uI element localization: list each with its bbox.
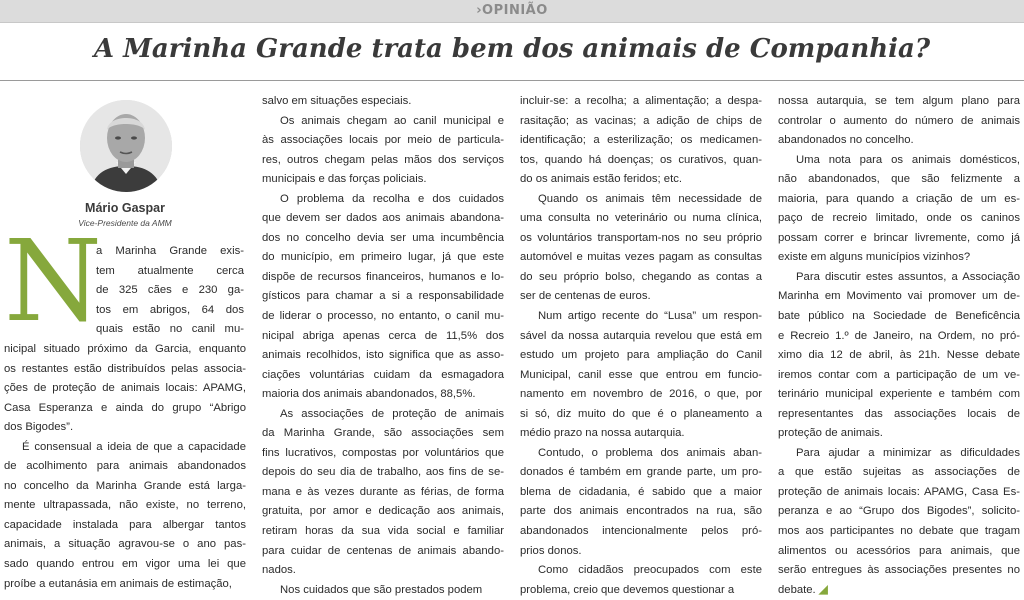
author-name: Mário Gaspar bbox=[85, 201, 165, 215]
text-line: Os animais chegam ao canil municipal e bbox=[280, 114, 504, 127]
text-line: para cuidar de centenas de animais abando- bbox=[262, 544, 504, 557]
text-line: Casa Esperanza e ainda do grupo “Abrigo bbox=[4, 401, 246, 414]
text-line: dos Bigodes”. bbox=[4, 421, 74, 434]
text-line: nossa autarquia, se tem algum plano para bbox=[778, 95, 1020, 107]
text-line: da Marinha Grande, são associações sem bbox=[262, 427, 504, 440]
text-line: serão entregues às associações presentes no bbox=[778, 564, 1020, 577]
text-line: médio prazo na nossa autarquia. bbox=[520, 427, 685, 440]
text-line: paço de recreio limitado, onde os caninos bbox=[778, 212, 1020, 225]
text-line: retiram horas da sua vida social e familiar bbox=[262, 525, 504, 538]
text-line: fins lucrativos, compostas por voluntários que bbox=[262, 446, 504, 459]
text-line: O problema da recolha e dos cuidados bbox=[280, 192, 504, 205]
text-line: às associações locais por meio de particula- bbox=[262, 134, 504, 147]
author-portrait-image bbox=[80, 100, 172, 192]
text-line: mana e às vezes durante as férias, de forma bbox=[262, 485, 504, 498]
text-line: mente ultrapassada, não existe, no terreno, bbox=[4, 499, 246, 512]
text-line: tem atualmente cerca bbox=[96, 264, 244, 277]
text-line: uma consulta no veterinário ou numa clínica, bbox=[520, 212, 762, 225]
text-line: proíbe a eutanásia em animais de estimação, bbox=[4, 577, 232, 590]
article-column-4 bbox=[778, 92, 1020, 600]
text-line: blema de cidadania, é sabido que a maior bbox=[520, 485, 762, 498]
text-line: dispõe de recursos financeiros, humanos e lo- bbox=[262, 270, 504, 283]
text-line: do os animais estão feridos; etc. bbox=[520, 173, 683, 186]
article-column-1 bbox=[4, 340, 246, 594]
text-line: Para ajudar a minimizar as dificuldades bbox=[796, 446, 1020, 459]
text-line: tos em abrigos, 64 dos bbox=[96, 303, 244, 316]
text-line: abandonados intencionalmente pelos pró- bbox=[520, 525, 762, 538]
text-line: parte dos animais encontrados na rua, são bbox=[520, 505, 762, 518]
text-line: Nos cuidados que são prestados podem bbox=[280, 583, 483, 596]
text-line: As associações de proteção de animais bbox=[280, 407, 504, 420]
text-line: alimentos ou acessórios para animais, que bbox=[778, 544, 1020, 557]
text-line: Quando os animais têm necessidade de bbox=[538, 192, 762, 205]
text-line: Uma nota para os animais domésticos, bbox=[796, 153, 1020, 166]
text-line: gísticos para chamar a si a responsabilidade bbox=[262, 290, 504, 303]
text-line: do seu próprio bolso, chegando as contas a bbox=[520, 270, 762, 283]
text-line: que devem ser dados aos animais abandona- bbox=[262, 212, 504, 225]
author-role: Vice-Presidente da AMM bbox=[78, 218, 172, 228]
text-line: debate. ◢ bbox=[778, 583, 828, 596]
text-line: sável da nossa autarquia revelou que está em bbox=[520, 329, 762, 342]
text-line: capacidade instalada para albergar tantos bbox=[4, 518, 246, 531]
text-line: representantes das associações locais de bbox=[778, 407, 1020, 420]
text-line: Municipal, canil esse que entrou em funcio- bbox=[520, 368, 762, 381]
text-line: problema, creio que devemos questionar a bbox=[520, 583, 735, 596]
text-line: quais estão no canil mu- bbox=[96, 323, 244, 336]
text-line: no concelho da Marinha Grande está larga- bbox=[4, 479, 246, 492]
text-line: proteção de animais. bbox=[778, 427, 883, 440]
text-line: iremos contar com a participação de um ve- bbox=[778, 368, 1020, 381]
text-line: É consensual a ideia de que a capacidade bbox=[22, 440, 246, 453]
text-line: não abandonados, que são felizmente a bbox=[778, 173, 1020, 186]
end-of-article-mark: ◢ bbox=[815, 583, 828, 596]
text-line: bate público na Sociedade de Beneficência bbox=[778, 310, 1020, 323]
text-line: os restantes estão distribuídos pelas associa- bbox=[4, 362, 246, 375]
text-line: possam correr e brincar livremente, como já bbox=[778, 231, 1020, 244]
text-line: maioria, para quando a criação de um es- bbox=[778, 192, 1020, 205]
section-header-bar bbox=[0, 0, 1024, 23]
section-label: ›OPINIÃO bbox=[476, 3, 548, 18]
text-line: municipais e das forças policiais. bbox=[262, 173, 427, 186]
text-line: depois do seu dia de trabalho, aos fins de se- bbox=[262, 466, 504, 479]
text-line: terinário municipal experiente e também com bbox=[778, 388, 1020, 401]
text-line: rasitação; as vacinas; a adição de chips de bbox=[520, 114, 762, 127]
text-line: abandonados no concelho. bbox=[778, 134, 914, 147]
text-line: incluir-se: a recolha; a alimentação; a despa- bbox=[520, 95, 762, 107]
text-line: Como cidadãos preocupados com este bbox=[538, 564, 762, 577]
author-photo bbox=[80, 100, 172, 192]
article-column-2 bbox=[262, 92, 504, 600]
drop-cap: N bbox=[4, 217, 102, 347]
text-line: animais, a situação agravou-se o ano pas- bbox=[4, 538, 246, 551]
text-line: dos no concelho devia ser uma incumbência bbox=[262, 231, 504, 244]
article-headline: A Marinha Grande trata bem dos animais de Companhia? bbox=[93, 34, 931, 64]
text-line: namento em novembro de 2016, o que, por bbox=[520, 388, 762, 401]
text-line: ximo dia 12 de abril, às 21h. Nesse debate bbox=[778, 349, 1020, 362]
text-line: gratuita, por amor e dedicação aos animais, bbox=[262, 505, 504, 518]
text-line: a que estão sujeitas as associações de bbox=[778, 466, 1020, 479]
text-line: prios donos. bbox=[520, 544, 582, 557]
text-line: os voluntários transportam-nos no seu próprio bbox=[520, 231, 762, 244]
text-line: identificação; a esterilização; os medicamen- bbox=[520, 134, 762, 147]
text-line: Marinha em Movimento vai promover um de- bbox=[778, 290, 1020, 303]
text-line: nicipal abriga apenas cerca de 11,5% dos bbox=[262, 329, 504, 342]
text-line: existe em alguns municípios vizinhos? bbox=[778, 251, 971, 264]
text-line: estudo um projeto para ampliação do Canil bbox=[520, 349, 762, 362]
text-line: de liderar o processo, no entanto, o canil mu- bbox=[262, 310, 504, 323]
text-line: nicipal situado próximo da Garcia, enquanto bbox=[4, 343, 246, 355]
article-column-3 bbox=[520, 92, 762, 600]
headline-rule bbox=[0, 80, 1024, 81]
text-line: sado quando entrou em vigor uma lei que bbox=[4, 558, 246, 571]
text-line: automóvel e muitas vezes pagam as consultas bbox=[520, 251, 762, 264]
text-line: de acolhimento para animais abandonados bbox=[4, 460, 246, 473]
text-line: nados. bbox=[262, 564, 296, 577]
text-line: Contudo, o problema dos animais aban- bbox=[538, 446, 762, 459]
text-line: peranza e ao “Grupo dos Bigodes”, solicito- bbox=[778, 505, 1020, 518]
text-line: animais recolhidos, isto significa que as asso- bbox=[262, 349, 504, 362]
text-line: ções de proteção de animais locais: APAMG, bbox=[4, 382, 246, 395]
text-line: donados é também em grande parte, um pro- bbox=[520, 466, 762, 479]
text-line: mos aos participantes no debate que tragam bbox=[778, 525, 1020, 538]
text-line: salvo em situações especiais. bbox=[262, 95, 412, 107]
text-line: Num artigo recente do “Lusa” um respon- bbox=[538, 310, 762, 323]
text-line: controlar o aumento do número de animais bbox=[778, 114, 1020, 127]
text-line: res, outros chegam pelas mãos dos serviços bbox=[262, 153, 504, 166]
text-line: proteção de animais locais: APAMG, Casa Es- bbox=[778, 485, 1020, 498]
article-intro-wrap bbox=[96, 242, 244, 340]
text-line: ciações voluntárias cuidam da esmagadora bbox=[262, 368, 504, 381]
text-line: ser de centenas de euros. bbox=[520, 290, 651, 303]
text-line: de 325 cães e 230 ga- bbox=[96, 284, 244, 297]
text-line: maioria dos animais abandonados, 88,5%. bbox=[262, 388, 476, 401]
text-line: si só, diz muito do que é o planeamento a bbox=[520, 407, 762, 420]
text-line: a Marinha Grande exis- bbox=[96, 245, 244, 257]
text-line: do município, em primeiro lugar, já que este bbox=[262, 251, 504, 264]
text-line: e Recreio 1.º de Janeiro, na Ordem, no pró- bbox=[778, 329, 1020, 342]
text-line: tos, quando há doenças; os curativos, quan- bbox=[520, 153, 762, 166]
text-line: Para discutir estes assuntos, a Associação bbox=[796, 270, 1020, 283]
